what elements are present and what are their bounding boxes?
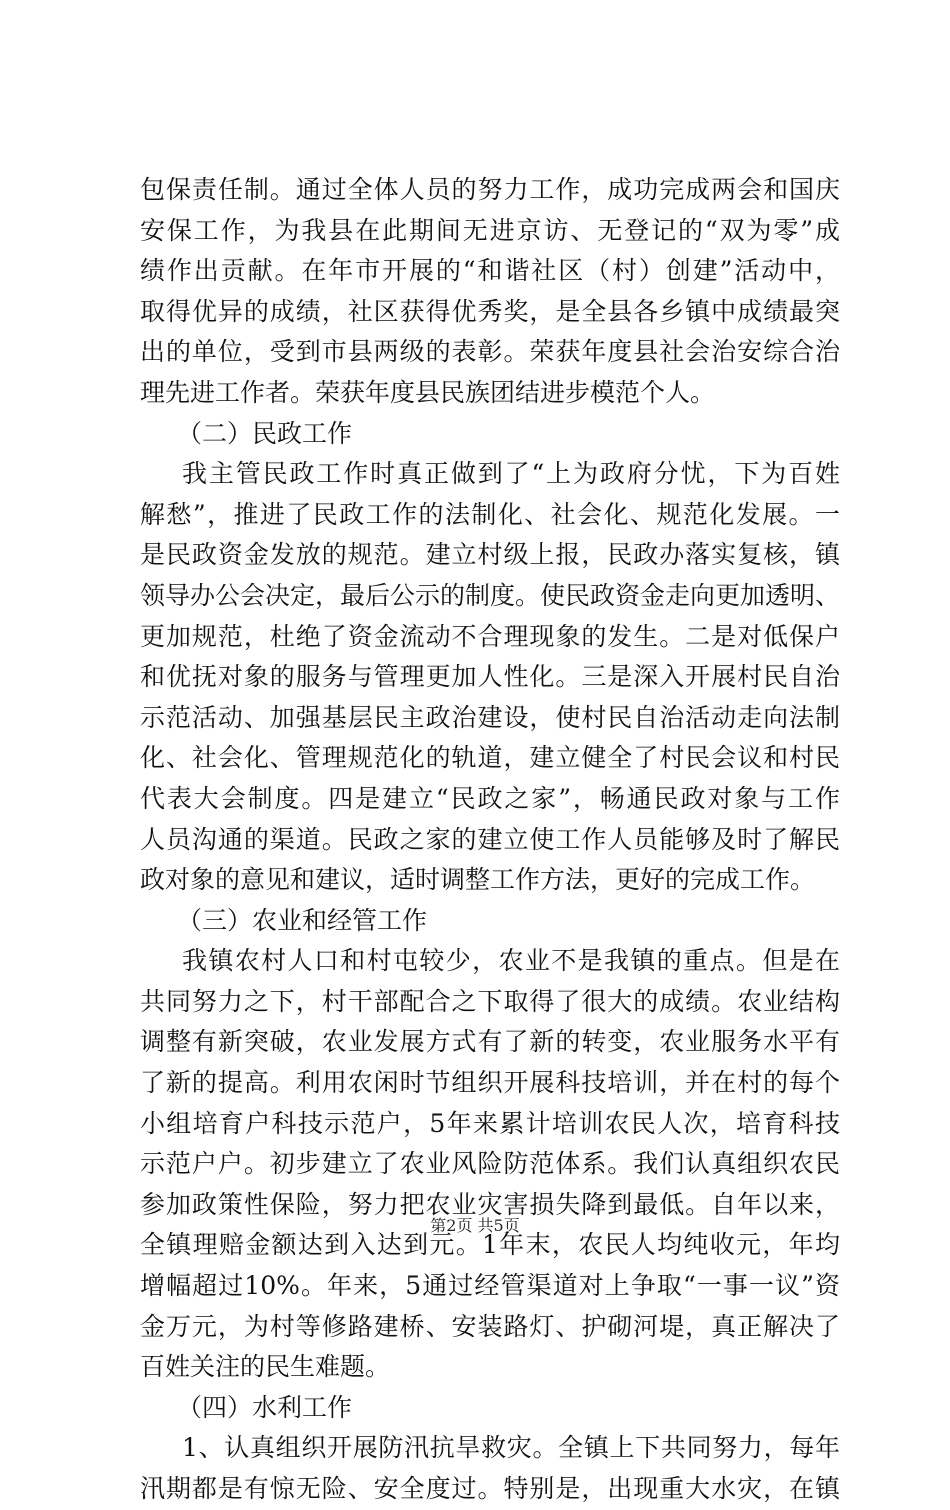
text-line: 了新的提高。利用农闲时节组织开展科技培训，并在村的每个: [140, 1068, 840, 1098]
text-line: 解愁”，推进了民政工作的法制化、社会化、规范化发展。一: [140, 499, 840, 529]
page-number-footer: 第2页 共5页: [430, 1216, 520, 1235]
text-line: 共同努力之下，村干部配合之下取得了很大的成绩。农业结构: [140, 986, 840, 1016]
document-body: [140, 170, 840, 1510]
text-line: 金万元，为村等修路建桥、安装路灯、护砌河堤，真正解决了: [140, 1311, 840, 1341]
text-line: 调整有新突破，农业发展方式有了新的转变，农业服务水平有: [140, 1027, 840, 1057]
text-line: 更加规范，杜绝了资金流动不合理现象的发生。二是对低保户: [140, 621, 840, 651]
section-heading-civil-affairs: （二）民政工作: [177, 418, 353, 448]
text-line: 政对象的意见和建议，适时调整工作方法，更好的完成工作。: [140, 865, 816, 895]
text-line: 汛期都是有惊无险、安全度过。特别是，出现重大水灾，在镇: [140, 1474, 840, 1503]
text-line: 小组培育户科技示范户，5年来累计培训农民人次，培育科技: [140, 1108, 840, 1138]
text-line: 示范户户。初步建立了农业风险防范体系。我们认真组织农民: [140, 1149, 840, 1179]
text-line: 和优抚对象的服务与管理更加人性化。三是深入开展村民自治: [140, 662, 840, 692]
section-heading-water-conservancy: （四）水利工作: [177, 1392, 353, 1422]
text-line: 化、社会化、管理规范化的轨道，建立健全了村民会议和村民: [140, 743, 840, 773]
text-line: 是民政资金发放的规范。建立村级上报，民政办落实复核，镇: [140, 540, 840, 570]
text-line: 安保工作，为我县在此期间无进京访、无登记的“双为零”成: [140, 215, 840, 245]
text-line: 人员沟通的渠道。民政之家的建立使工作人员能够及时了解民: [140, 824, 840, 854]
text-line: 我镇农村人口和村屯较少，农业不是我镇的重点。但是在: [182, 946, 840, 976]
section-heading-agriculture: （三）农业和经管工作: [177, 905, 428, 935]
text-line: 包保责任制。通过全体人员的努力工作，成功完成两会和国庆: [140, 175, 840, 204]
text-line: 领导办公会决定，最后公示的制度。使民政资金走向更加透明、: [140, 580, 840, 610]
text-line: 出的单位，受到市县两级的表彰。荣获年度县社会治安综合治: [140, 337, 840, 367]
text-line: 取得优异的成绩，社区获得优秀奖，是全县各乡镇中成绩最突: [140, 296, 840, 326]
text-line: 百姓关注的民生难题。: [140, 1352, 391, 1382]
text-line: 理先进工作者。荣获年度县民族团结进步模范个人。: [140, 377, 716, 407]
text-line: 参加政策性保险，努力把农业灾害损失降到最低。自年以来，: [140, 1189, 840, 1219]
text-line: 绩作出贡献。在年市开展的“和谐社区（村）创建”活动中，: [140, 256, 840, 286]
text-line: 增幅超过10%。年来，5通过经管渠道对上争取“一事一议”资: [140, 1271, 840, 1301]
text-line: 全镇理赔金额达到入达到元。1年末，农民人均纯收元，年均: [140, 1230, 840, 1260]
text-line: 示范活动、加强基层民主政治建设，使村民自治活动走向法制: [140, 702, 840, 732]
text-line: 1、认真组织开展防汛抗旱救灾。全镇上下共同努力，每年: [182, 1433, 840, 1463]
text-line: 代表大会制度。四是建立“民政之家”，畅通民政对象与工作: [140, 783, 840, 813]
text-line: 我主管民政工作时真正做到了“上为政府分忧，下为百姓: [182, 459, 840, 489]
